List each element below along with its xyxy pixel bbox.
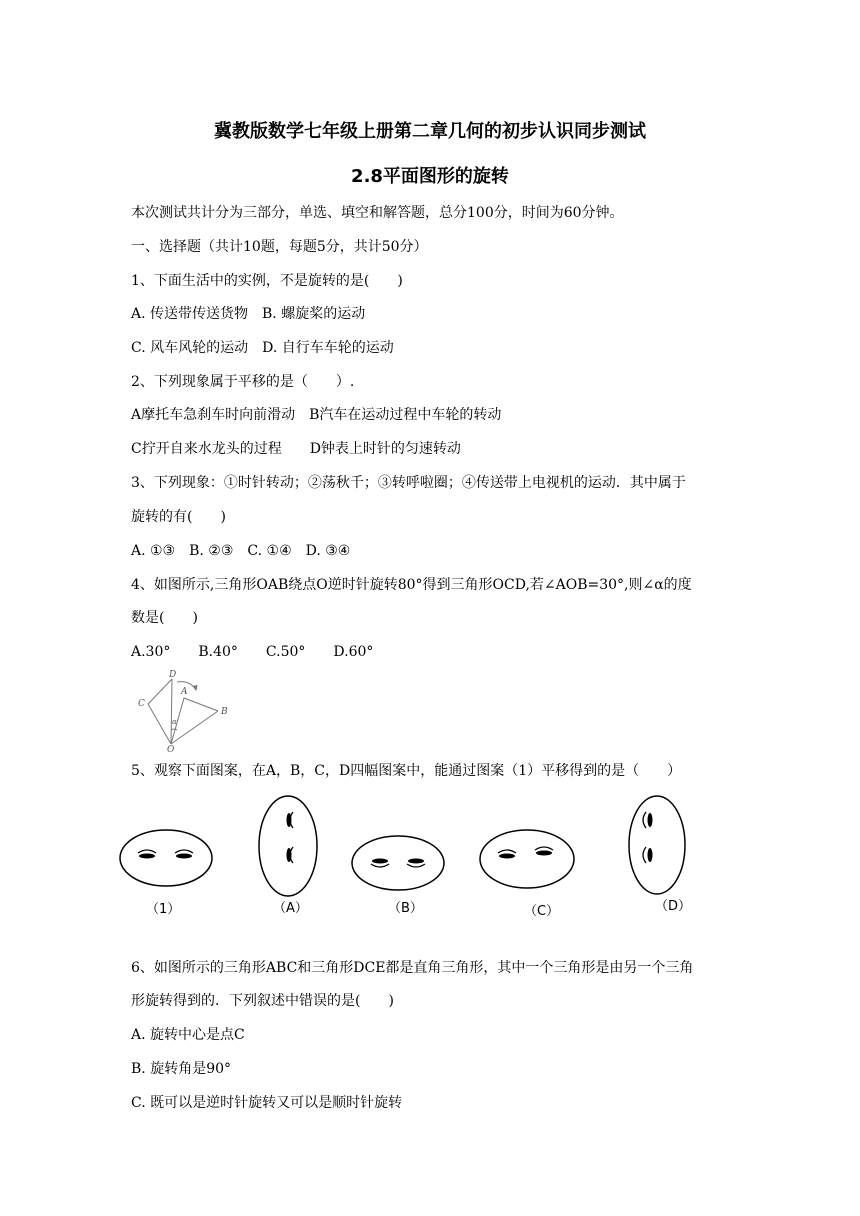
- q5-pattern-D: [626, 794, 688, 896]
- q5-pattern-1: [118, 828, 214, 888]
- q5-pattern-C: [478, 828, 576, 890]
- segment-CD: [148, 679, 172, 704]
- q2-stem: 2、下列现象属于平移的是（ ）.: [131, 374, 355, 390]
- q6-option-a: A. 旋转中心是点C: [131, 1027, 245, 1043]
- q3-stem-line2: 旋转的有( ): [131, 509, 226, 525]
- page-title: 冀教版数学七年级上册第二章几何的初步认识同步测试: [214, 121, 646, 142]
- q6-option-b: B. 旋转角是90°: [131, 1061, 232, 1077]
- q5-pattern-A: [256, 794, 320, 898]
- q2-options-ab: A摩托车急刹车时向前滑动 B汽车在运动过程中车轮的转动: [131, 407, 502, 423]
- segment-OD: [171, 679, 172, 744]
- q2-options-cd: C拧开自来水龙头的过程 D钟表上时针的匀速转动: [131, 441, 461, 457]
- q6-stem-line2: 形旋转得到的．下列叙述中错误的是( ): [131, 993, 394, 1009]
- section-heading: 一、选择题（共计10题，每题5分，共计50分）: [131, 239, 428, 255]
- segment-OB: [171, 711, 218, 744]
- caption-A: （A）: [273, 901, 308, 916]
- q6-stem-line1: 6、如图所示的三角形ABC和三角形DCE都是直角三角形，其中一个三角形是由另一个三角: [131, 960, 694, 976]
- caption-B: （B）: [388, 901, 423, 916]
- label-O: O: [167, 745, 175, 752]
- q1-options-cd: C. 风车风轮的运动 D. 自行车车轮的运动: [131, 340, 394, 356]
- q1-stem: 1、下面生活中的实例，不是旋转的是( ): [131, 273, 403, 289]
- segment-AB: [184, 698, 218, 711]
- caption-1: （1）: [146, 902, 181, 917]
- intro-text: 本次测试共计分为三部分，单选、填空和解答题，总分100分，时间为60分钟。: [131, 205, 624, 221]
- label-C: C: [138, 699, 145, 709]
- q1-options-ab: A. 传送带传送货物 B. 螺旋桨的运动: [131, 306, 366, 322]
- q4-stem-line1: 4、如图所示,三角形OAB绕点O逆时针旋转80°得到三角形OCD,若∠AOB=30°,则∠α的度: [131, 577, 692, 593]
- caption-D: （D）: [655, 899, 692, 914]
- q3-stem-line1: 3、下列现象：①时针转动；②荡秋千；③转呼啦圈；④传送带上电视机的运动．其中属于: [131, 475, 686, 491]
- q5-stem: 5、观察下面图案，在A，B，C，D四幅图案中，能通过图案（1）平移得到的是（ ）: [131, 763, 682, 779]
- label-A: A: [181, 687, 188, 697]
- q4-stem-line2: 数是( ): [131, 610, 198, 626]
- label-alpha: α: [172, 718, 177, 726]
- angle-alpha-arc: [171, 729, 177, 730]
- rotation-arrowhead: [193, 685, 197, 690]
- q4-rotation-figure: [130, 668, 240, 752]
- q4-options: A.30° B.40° C.50° D.60°: [131, 644, 374, 660]
- q3-options: A. ①③ B. ②③ C. ①④ D. ③④: [131, 543, 351, 559]
- caption-C: （C）: [524, 904, 560, 919]
- label-B: B: [221, 707, 228, 717]
- q5-pattern-B: [350, 834, 446, 892]
- segment-OC: [148, 704, 171, 744]
- q6-option-c: C. 既可以是逆时针旋转又可以是顺时针旋转: [131, 1095, 403, 1111]
- label-D: D: [169, 670, 177, 680]
- page-subtitle: 2.8平面图形的旋转: [351, 166, 509, 187]
